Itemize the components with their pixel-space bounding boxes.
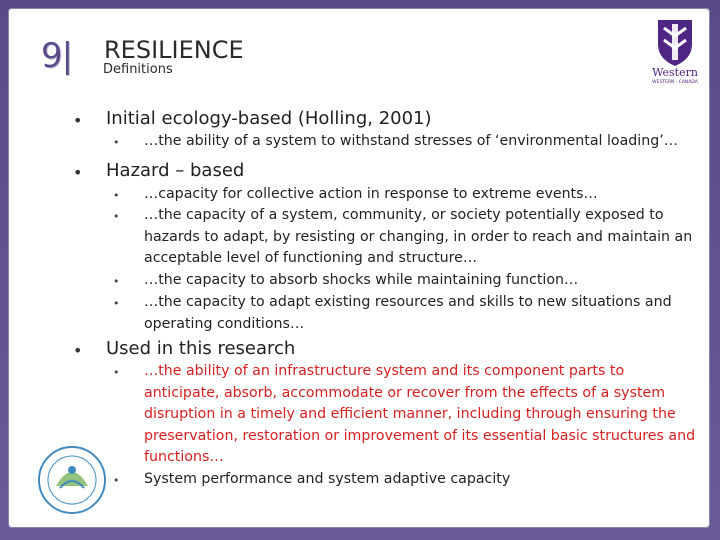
definition-hazard-2: …the capacity of a system, community, or society potentially exposed to hazards to adapt, by resisting or changing, in order to reach and maintain an acceptable level of functioning and structure… (144, 207, 693, 266)
slide-number: 9| (41, 36, 73, 76)
sub-bullet-icon: • (113, 297, 120, 310)
sub-bullet-icon: • (113, 189, 120, 202)
bullet-icon: • (73, 341, 83, 360)
resilient-communities-seal-icon (36, 444, 108, 516)
sub-bullet-icon: • (113, 275, 120, 288)
slide-title: RESILIENCE (104, 36, 244, 64)
definition-hazard-1: …capacity for collective action in response to extreme events… (144, 186, 598, 202)
definition-ecology: …the ability of a system to withstand stresses of ‘environmental loading’… (144, 133, 678, 149)
sub-bullet-icon: • (113, 136, 120, 149)
logo-tagline: WESTERN · CANADA (652, 80, 698, 84)
bullet-icon: • (73, 163, 83, 182)
western-university-logo (644, 18, 706, 84)
section-heading-ecology: Initial ecology-based (Holling, 2001) (106, 108, 432, 129)
section-heading-hazard: Hazard – based (106, 160, 245, 181)
definition-research-2: System performance and system adaptive capacity (144, 471, 511, 487)
slide-subtitle: Definitions (103, 62, 173, 77)
definition-hazard-3: …the capacity to absorb shocks while maintaining function… (144, 272, 579, 288)
sub-bullet-icon: • (113, 366, 120, 379)
logo-wordmark: Western (652, 66, 698, 79)
bullet-icon: • (73, 111, 83, 130)
section-heading-research: Used in this research (106, 338, 296, 359)
sub-bullet-icon: • (113, 474, 120, 487)
definition-research: …the ability of an infrastructure system and its component parts to anticipate, absorb, accommodate or recover from the effects of a system disruption in a timely and efficient manner, including through ensuring the preservation, restoration or improvement of its essential basic structures and functions… (144, 363, 696, 465)
sub-bullet-icon: • (113, 210, 120, 223)
slide-panel (8, 8, 710, 528)
definition-hazard-4: …the capacity to adapt existing resources and skills to new situations and operating conditions… (144, 294, 672, 332)
